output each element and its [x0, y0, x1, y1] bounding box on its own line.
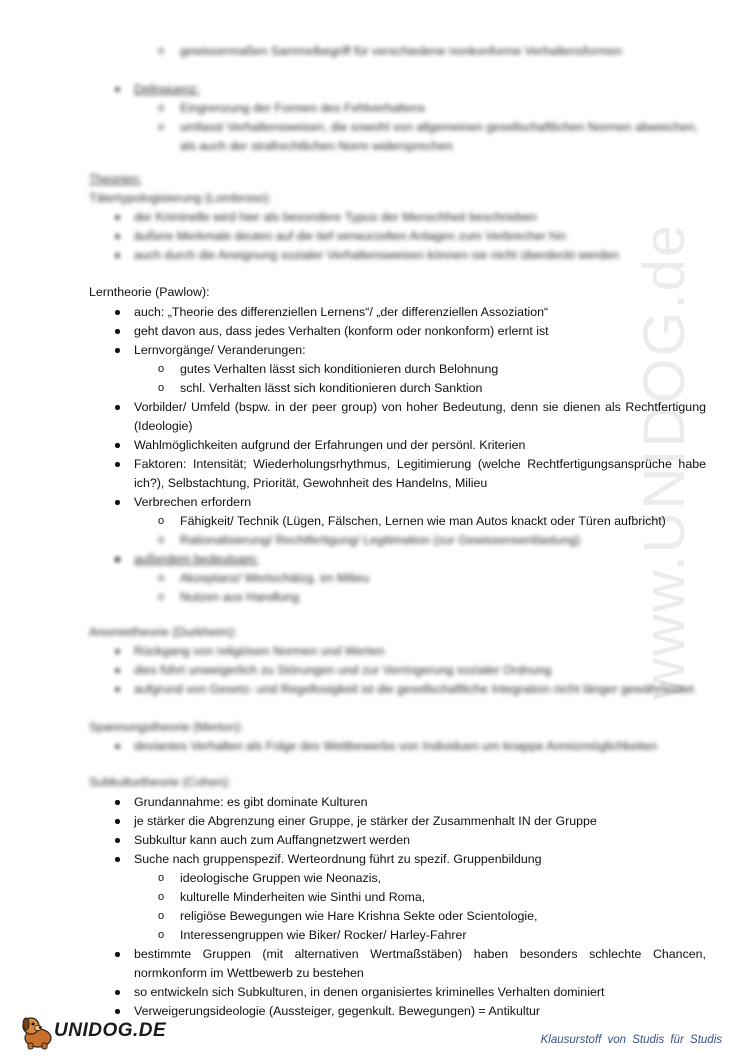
taetertyp-heading: Tätertypologisierung (Lombroso): [89, 191, 272, 205]
list-item: o Akzeptanz/ Wertschätzg. im Milieu [134, 569, 706, 588]
list-item-label: Verbrechen erfordern [134, 495, 252, 509]
list-item [0, 80, 720, 156]
list-item: dies führt unweigerlich zu Störungen und zur Verringerung sozialer Ordnung [0, 661, 720, 680]
list-item: bestimmte Gruppen (mit alternativen Wertmaßstäben) haben besonders schlechte Chancen, normkonform im Wettbewerb zu bestehen [0, 945, 720, 983]
list-item: o schl. Verhalten lässt sich konditionieren durch Sanktion [134, 379, 706, 398]
spannung-heading: Spannungstheorie (Merton): [89, 720, 244, 734]
list-item: Wahlmöglichkeiten aufgrund der Erfahrungen und der persönl. Kriterien [0, 436, 720, 455]
lerntheorie-list [0, 303, 720, 607]
list-item: o gewissermaßen Sammelbegriff für verschiedene nonkonforme Verhaltensformen [134, 42, 706, 61]
unidog-logo[interactable] [18, 1012, 168, 1050]
list-item: o religiöse Bewegungen wie Hare Krishna Sekte oder Scientologie, [134, 907, 706, 926]
theorien-heading: Theorien: [89, 172, 142, 186]
blurred-top-sublist [134, 42, 706, 61]
anomie-list [0, 642, 720, 699]
list-item: o Interessengruppen wie Biker/ Rocker/ Harley-Fahrer [134, 926, 706, 945]
subkultur-list [0, 793, 720, 1021]
anomie-heading: Anomietheorie (Durkheim): [89, 625, 238, 639]
subkultur-heading: Subkulturtheorie (Cohen): [89, 775, 231, 789]
list-item [0, 493, 720, 550]
list-item: o ideologische Gruppen wie Neonazis, [134, 869, 706, 888]
delinquenz-label: Delinquenz: [134, 82, 200, 96]
list-item: Verweigerungsideologie (Aussteiger, gegenkult. Bewegungen) = Antikultur [0, 1002, 720, 1021]
list-item: o umfasst Verhaltensweisen, die sowohl von allgemeinen gesellschaftlichen Normen abweichen, als auch der strafrechtlichen Norm widersprechen [134, 118, 706, 156]
watermark: www.UNIDOG.de [632, 222, 697, 700]
list-item: äußere Merkmale deuten auf die tief verwurzelten Anlagen zum Verbrecher hin [0, 227, 720, 246]
lerntheorie-heading: Lerntheorie (Pawlow): [89, 285, 210, 299]
list-item: o Nutzen aus Handlung [134, 588, 706, 607]
list-item: o gutes Verhalten lässt sich konditionieren durch Belohnung [134, 360, 706, 379]
list-item: so entwickeln sich Subkulturen, in denen organisiertes kriminelles Verhalten dominiert [0, 983, 720, 1002]
list-item: je stärker die Abgrenzung einer Gruppe, je stärker der Zusammenhalt IN der Gruppe [0, 812, 720, 831]
logo-text: UNIDOG.DE [54, 1020, 167, 1041]
list-item: geht davon aus, dass jedes Verhalten (konform oder nonkonform) erlernt ist [0, 322, 720, 341]
list-item: Vorbilder/ Umfeld (bspw. in der peer group) von hoher Bedeutung, denn sie dienen als Rechtfertigung (Ideologie) [0, 398, 720, 436]
list-item: der Kriminelle wird hier als besondere Typus der Menschheit beschrieben [0, 208, 720, 227]
list-item: o Fähigkeit/ Technik (Lügen, Fälschen, Lernen wie man Autos knackt oder Türen aufbricht) [134, 512, 706, 531]
list-item: auch durch die Aneignung sozialer Verhaltensweisen können sie nicht überdeckt werden [0, 246, 720, 265]
list-item: o Eingrenzung der Formen des Fehlverhaltens [134, 99, 706, 118]
spannung-list [0, 737, 720, 756]
list-item: auch: „Theorie des differenziellen Lernens“/ „der differenziellen Assoziation“ [0, 303, 720, 322]
list-item: o kulturelle Minderheiten wie Sinthi und Roma, [134, 888, 706, 907]
blurred-delinquenz-list [0, 80, 720, 156]
list-item [0, 341, 720, 398]
list-item: Subkultur kann auch zum Auffangnetzwert werden [0, 831, 720, 850]
list-item: Rückgang von religiösen Normen und Werten [0, 642, 720, 661]
taetertyp-list [0, 208, 720, 265]
list-item-label: Lernvorgänge/ Veranderungen: [134, 343, 306, 357]
footer-slogan: Klausurstoff von Studis für Studis [540, 1034, 722, 1046]
dog-icon [18, 1012, 58, 1050]
aussen-label: außerdem bedeutsam: [134, 552, 259, 566]
list-item-label: Suche nach gruppenspezif. Werteordnung führt zu spezif. Gruppenbildung [134, 852, 542, 866]
list-item: Grundannahme: es gibt dominate Kulturen [0, 793, 720, 812]
list-item: deviantes Verhalten als Folge des Wettbewerbs von Individuen um knappe Anreizmöglichkeiten [0, 737, 720, 756]
list-item: Faktoren: Intensität; Wiederholungsrhythmus, Legitimierung (welche Rechtfertigungsansprüche habe ich?), Selbstachtung, Priorität, Gewohnheit des Handelns, Milieu [0, 455, 720, 493]
list-item: aufgrund von Gesetz- und Regellosigkeit ist die gesellschaftliche Integration nicht länger gewährleistet [0, 680, 720, 699]
list-item [0, 850, 720, 945]
list-item: o Rationalisierung/ Rechtfertigung/ Legitimation (zur Gewissensentlastung) [134, 531, 706, 550]
list-item [0, 550, 720, 607]
